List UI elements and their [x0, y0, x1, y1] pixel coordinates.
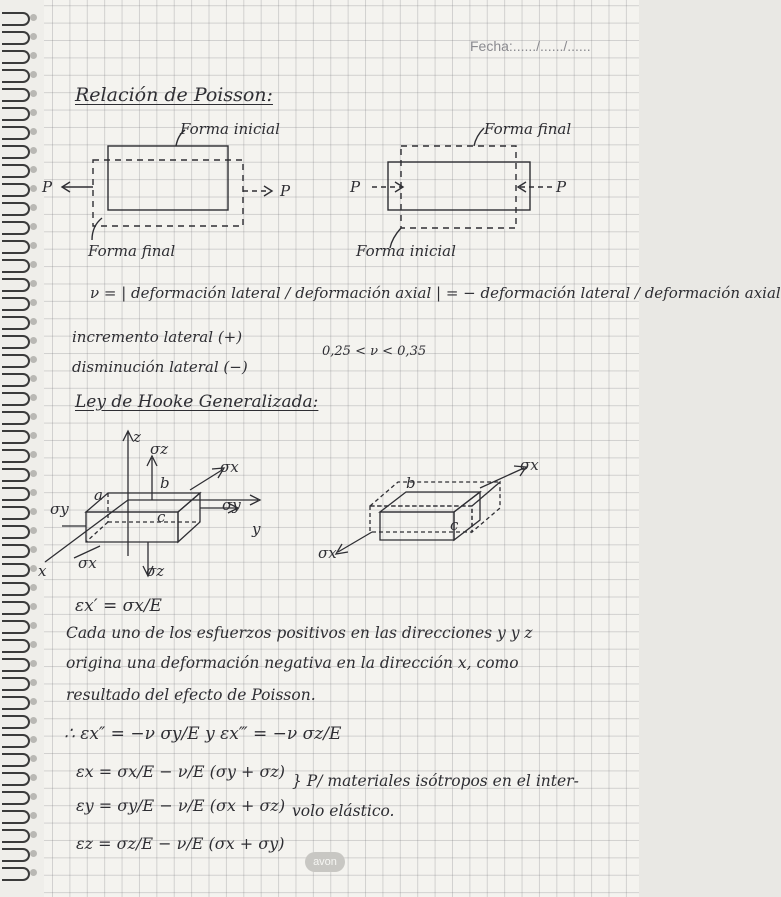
text-line-1: Cada uno de los esfuerzos positivos en las direcciones y y z — [66, 624, 533, 642]
label-c-right: c — [450, 516, 459, 534]
note-materiales: } P/ materiales isótropos en el inter- — [292, 772, 579, 790]
label-p-1: P — [42, 178, 53, 196]
label-b-right: b — [406, 474, 416, 492]
label-x: x — [38, 562, 47, 580]
equation-ex: εx = σx/E − ν/E (σy + σz) — [76, 762, 286, 781]
label-forma-final-right: Forma final — [484, 120, 572, 138]
note-incremento: incremento lateral (+) — [72, 328, 243, 346]
label-sigma-y-right: σy — [222, 496, 241, 514]
section-title-poisson: Relación de Poisson: — [75, 84, 273, 106]
label-sigma-z-bottom: σz — [146, 562, 165, 580]
strain-yz-line: ∴ εx″ = −ν σy/E y εx‴ = −ν σz/E — [64, 724, 342, 744]
text-line-3: resultado del efecto de Poisson. — [66, 686, 316, 704]
brand-logo: avon — [305, 852, 345, 872]
deformed-cube-front — [380, 512, 454, 540]
label-p-4: P — [556, 178, 567, 196]
label-forma-inicial-right: Forma inicial — [356, 242, 456, 260]
label-a: a — [94, 486, 103, 504]
label-y: y — [252, 520, 261, 538]
label-sigma-x-right: σx — [520, 456, 539, 474]
equation-ey: εy = σy/E − ν/E (σx + σz) — [76, 796, 286, 815]
label-sigma-x-bottom: σx — [78, 554, 97, 572]
label-sigma-x-top: σx — [220, 458, 239, 476]
label-p-2: P — [280, 182, 291, 200]
label-b: b — [160, 474, 170, 492]
poisson-formula: ν = | deformación lateral / deformación axial | = − deformación lateral / deformación axial — [90, 284, 781, 302]
label-forma-final-left: Forma final — [88, 242, 176, 260]
label-c: c — [157, 508, 166, 526]
label-forma-inicial-left: Forma inicial — [180, 120, 280, 138]
label-sigma-x-right-bottom: σx — [318, 544, 337, 562]
text-line-2: origina una deformación negativa en la dirección x, como — [66, 654, 519, 672]
poisson-range: 0,25 < ν < 0,35 — [322, 344, 427, 359]
label-sigma-z-top: σz — [150, 440, 169, 458]
note-elastico: volo elástico. — [292, 802, 395, 820]
label-sigma-y-left: σy — [50, 500, 69, 518]
label-z: z — [133, 428, 141, 446]
equation-ez: εz = σz/E − ν/E (σx + σy) — [76, 834, 285, 853]
label-p-3: P — [350, 178, 361, 196]
date-field: Fecha:....../....../...... — [470, 38, 591, 54]
note-disminucion: disminución lateral (−) — [72, 358, 248, 376]
section-title-hooke: Ley de Hooke Generalizada: — [75, 392, 319, 412]
strain-x-line: εx′ = σx/E — [75, 596, 162, 616]
